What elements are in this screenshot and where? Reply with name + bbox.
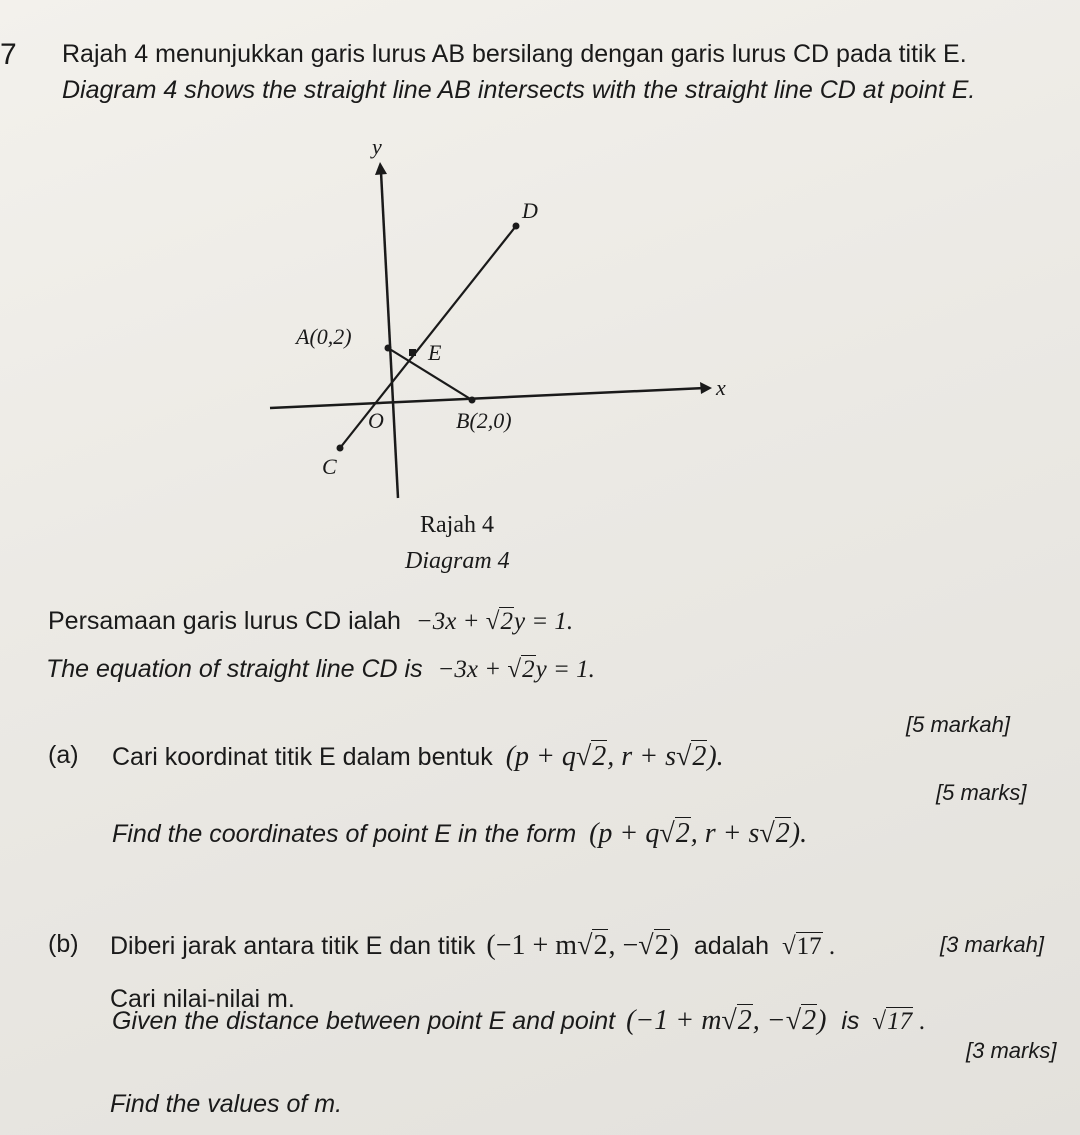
intro-malay: Rajah 4 menunjukkan garis lurus AB bersilang dengan garis lurus CD pada titik E. [62, 40, 967, 68]
point-c-dot [337, 445, 344, 452]
part-b-find-english: Find the values of m. [110, 1090, 343, 1118]
y-axis-arrow-icon [375, 162, 387, 175]
part-a-label: (a) [48, 741, 79, 769]
point-c-label: C [322, 454, 337, 479]
x-axis [270, 388, 705, 408]
part-b-english: Given the distance between point E and point (−1 + m√2, −√2) is √17 . [112, 1005, 926, 1036]
intro-english: Diagram 4 shows the straight line AB intersects with the straight line CD at point E. [62, 76, 976, 104]
axis-y-label: y [372, 134, 382, 159]
point-e-label: E [428, 340, 442, 365]
part-a-marks-english: [5 marks] [936, 780, 1027, 805]
part-b-distance-english: √17 . [872, 1008, 926, 1035]
diagram-4 [260, 130, 760, 510]
equation-english [46, 655, 595, 684]
point-d-label: D [522, 198, 538, 223]
equation-english-formula: −3x + √2y = 1. [437, 656, 595, 683]
part-a-malay: Cari koordinat titik E dalam bentuk (p + q√2, r + s√2). [112, 741, 724, 772]
part-b-point-malay: (−1 + m√2, −√2) [486, 930, 679, 961]
part-a-english: Find the coordinates of point E in the form (p + q√2, r + s√2). [112, 818, 808, 849]
equation-malay-formula: −3x + √2y = 1. [415, 608, 574, 635]
point-a-dot [385, 345, 392, 352]
part-a-marks-malay: [5 markah] [906, 712, 1010, 737]
caption-english: Diagram 4 [405, 548, 510, 574]
axis-x-label: x [716, 375, 726, 400]
question-number: 7 [0, 38, 17, 71]
point-b-label: B(2,0) [456, 408, 512, 433]
part-b-find-malay: Cari nilai-nilai m. [110, 985, 295, 1013]
caption-malay: Rajah 4 [420, 512, 494, 538]
y-axis [381, 172, 398, 498]
part-b-label: (b) [48, 930, 79, 958]
equation-malay [48, 607, 573, 636]
part-a-form-english: (p + q√2, r + s√2). [589, 818, 808, 849]
point-b-dot [469, 397, 476, 404]
part-b-malay: Diberi jarak antara titik E dan titik (−1 + m√2, −√2) adalah √17 . [110, 930, 836, 961]
part-a-form-malay: (p + q√2, r + s√2). [505, 741, 724, 772]
equation-malay-lead: Persamaan garis lurus CD ialah [48, 607, 401, 635]
equation-english-lead: The equation of straight line CD is [46, 655, 423, 683]
x-axis-arrow-icon [700, 382, 712, 394]
part-b-distance-malay: √17 . [781, 933, 836, 960]
point-a-label: A(0,2) [296, 324, 352, 349]
part-b-point-english: (−1 + m√2, −√2) [626, 1005, 827, 1036]
part-b-marks-malay: [3 markah] [940, 932, 1044, 957]
part-b-marks-english: [3 marks] [966, 1038, 1057, 1063]
point-e-dot [409, 349, 416, 356]
point-d-dot [513, 223, 520, 230]
origin-label: O [368, 408, 384, 433]
